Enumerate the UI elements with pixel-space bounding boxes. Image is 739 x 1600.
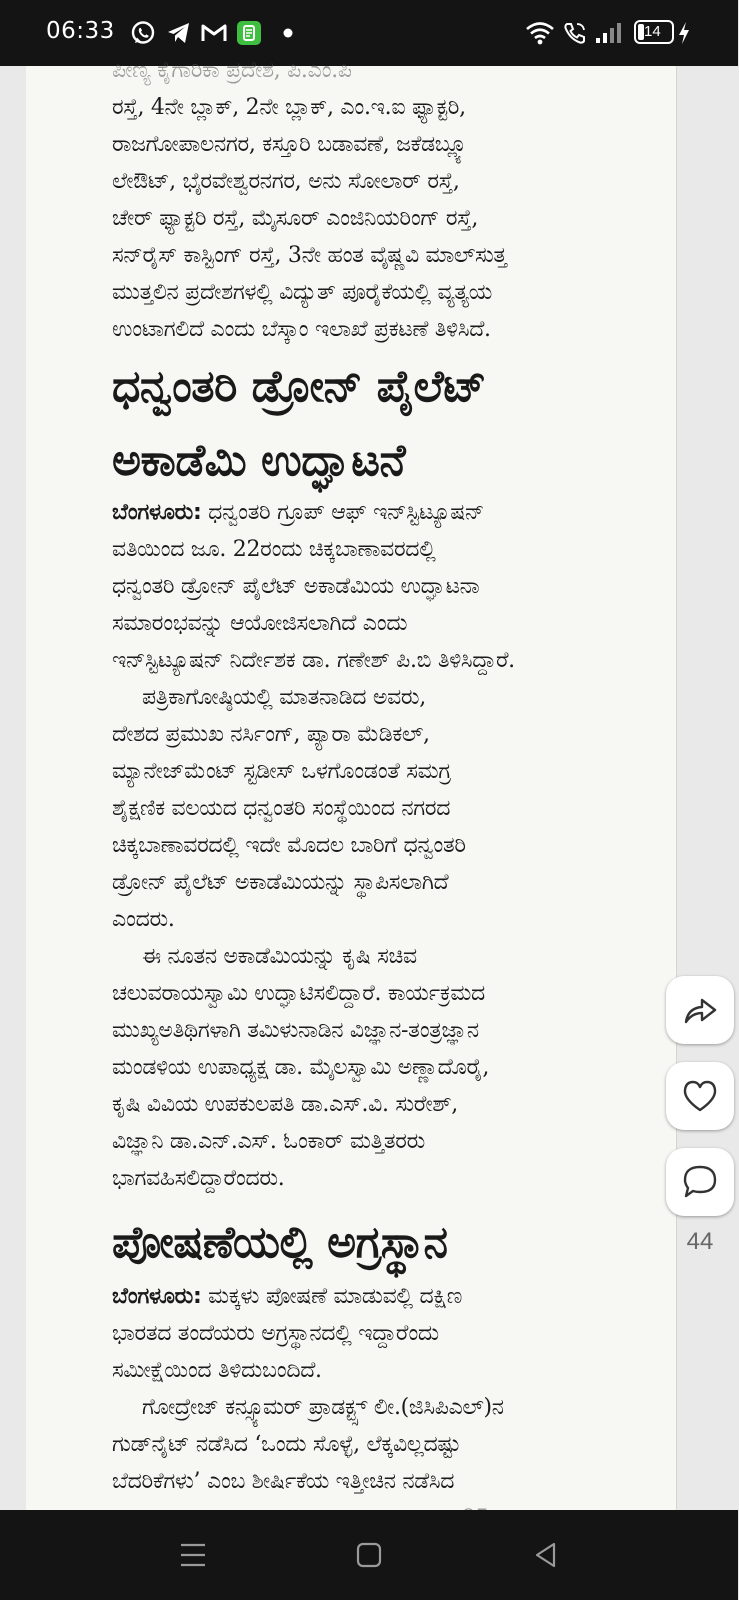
gmail-icon <box>200 20 228 46</box>
text-line: ಬೆದರಿಕೆಗಳು’ ಎಂಬ ಶೀರ್ಷಿಕೆಯ ಇತ್ತೀಚಿನ ನಡೆಸಿದ <box>112 1469 455 1494</box>
text-line: ಚಿಕ್ಕಬಾಣಾವರದಲ್ಲಿ ಇದೇ ಮೊದಲ ಬಾರಿಗೆ ಧನ್ವಂತರಿ <box>112 833 466 858</box>
menu-icon <box>179 1542 207 1568</box>
text-line: ದೇಶದ ಪ್ರಮುಖ ನರ್ಸಿಂಗ್, ಪ್ಯಾರಾ ಮೆಡಿಕಲ್, <box>112 722 430 747</box>
text-line: ಮಕ್ಕಳು ಪೋಷಣೆ ಮಾಡುವಲ್ಲಿ ದಕ್ಷಿಣ <box>208 1284 463 1309</box>
app-notification-icon <box>236 20 262 46</box>
text-line: ಚಲುವರಾಯಸ್ವಾಮಿ ಉದ್ಘಾಟಿಸಲಿದ್ದಾರೆ. ಕಾರ್ಯಕ್ರಮದ <box>112 981 485 1006</box>
text-line: ಚೇರ್ ಫ್ಯಾಕ್ಟರಿ ರಸ್ತೆ, ಮೈಸೂರ್ ಎಂಜಿನಿಯರಿಂಗ್ ರಸ್ತೆ, <box>112 206 479 231</box>
comment-icon <box>680 1162 720 1202</box>
text-line: ಡ್ರೋನ್ ಪೈಲೆಟ್ ಅಕಾಡೆಮಿಯನ್ನು ಸ್ಥಾಪಿಸಲಾಗಿದೆ <box>112 870 449 895</box>
navigation-bar <box>0 1510 738 1600</box>
whatsapp-icon <box>130 20 156 46</box>
headline-line: ಧನ್ವಂತರಿ ಡ್ರೋನ್ ಪೈಲೆಟ್ <box>112 361 486 412</box>
signal-icon <box>594 20 624 46</box>
text-line: ಪೀಣ್ಯ ಕೈಗಾರಿಕಾ ಪ್ರದೇಶ, ಪಿ.ಎಂ.ಪಿ <box>112 58 352 83</box>
text-line: ರಾಜಗೋಪಾಲನಗರ, ಕಸ್ತೂರಿ ಬಡಾವಣೆ, ಜಕೆಡಬ್ಲ್ಯೂ <box>112 132 470 157</box>
text-line: ಭಾರತದ ತಂದೆಯರು ಅಗ್ರಸ್ಥಾನದಲ್ಲಿ ಇದ್ದಾರೆಂದು <box>112 1321 439 1346</box>
adjacent-page-edge <box>676 66 739 1510</box>
home-icon <box>355 1541 383 1569</box>
story-2 <box>112 1278 642 1537</box>
text-line: ರಸ್ತೆ, 4ನೇ ಬ್ಲಾಕ್, 2ನೇ ಬ್ಲಾಕ್, ಎಂ.ಇ.ಐ ಫ್ಯಾಕ್ಟರಿ, <box>112 95 466 120</box>
text-line: ಧನ್ವಂತರಿ ಡ್ರೋನ್ ಪೈಲೆಟ್ ಅಕಾಡೆಮಿಯ ಉದ್ಘಾಟನಾ <box>112 574 480 599</box>
text-line: ಮ್ಯಾನೇಜ್‌ಮೆಂಟ್ ಸ್ಟಡೀಸ್ ಒಳಗೊಂಡಂತೆ ಸಮಗ್ರ <box>112 759 451 784</box>
text-line: ಉಂಟಾಗಲಿದೆ ಎಂದು ಬೆಸ್ಕಾಂ ಇಲಾಖೆ ಪ್ರಕಟಣೆ ತಿಳಿಸಿದೆ. <box>112 317 491 342</box>
recent-apps-button[interactable] <box>173 1538 213 1572</box>
text-line: ಗೋದ್ರೇಜ್ ಕನ್ಸ್ಯೂಮರ್ ಪ್ರಾಡಕ್ಟ್ಸ್ ಲೀ.(ಜಿಸಿಪಿಎಲ್)ನ <box>142 1395 504 1420</box>
volte-call-icon <box>562 20 588 46</box>
text-line: ಎಂದರು. <box>112 907 175 932</box>
text-line: ಈ ನೂತನ ಅಕಾಡೆಮಿಯನ್ನು ಕೃಷಿ ಸಚಿವ <box>142 944 417 969</box>
text-line: ಲೇಔಟ್, ಭೈರವೇಶ್ವರನಗರ, ಅನು ಸೋಲಾರ್ ರಸ್ತೆ, <box>112 169 460 194</box>
headline-line: ಪೋಷಣೆಯಲ್ಲಿ ಅಗ್ರಸ್ಥಾನ <box>112 1217 448 1268</box>
text-line: ಮಂಡಳಿಯ ಉಪಾಧ್ಯಕ್ಷ ಡಾ. ಮೈಲಸ್ವಾಮಿ ಅಣ್ಣಾದೊರೈ, <box>112 1055 490 1080</box>
charging-icon <box>676 20 692 46</box>
text-line: ಗುಡ್‌ನೈಟ್ ನಡೆಸಿದ ‘ಒಂದು ಸೊಳ್ಳೆ, ಲೆಕ್ಕವಿಲ್ಲದಷ್ಟು <box>112 1432 461 1457</box>
text-line: ವಿಜ್ಞಾನಿ ಡಾ.ಎನ್.ಎಸ್. ಓಂಕಾರ್ ಮತ್ತಿತರರು <box>112 1129 425 1154</box>
text-line: ಕೃಷಿ ವಿವಿಯ ಉಪಕುಲಪತಿ ಡಾ.ಎಸ್.ವಿ. ಸುರೇಶ್, <box>112 1092 458 1117</box>
comment-button[interactable] <box>666 1148 734 1216</box>
text-line: ಮುಖ್ಯಅತಿಥಿಗಳಾಗಿ ತಮಿಳುನಾಡಿನ ವಿಜ್ಞಾನ-ತಂತ್ರಜ್ಞಾನ <box>112 1018 479 1043</box>
dateline: ಬೆಂಗಳೂರು: <box>112 1284 202 1309</box>
text-line: ಭಾಗವಹಿಸಲಿದ್ದಾರೆಂದರು. <box>112 1166 285 1191</box>
headline-line: ಅಕಾಡೆಮಿ ಉದ್ಘಾಟನೆ <box>112 435 406 486</box>
text-line: ಶೈಕ್ಷಣಿಕ ವಲಯದ ಧನ್ವಂತರಿ ಸಂಸ್ಥೆಯಿಂದ ನಗರದ <box>112 796 451 821</box>
back-button[interactable] <box>526 1538 566 1572</box>
back-icon <box>532 1541 560 1569</box>
comment-count: 44 <box>686 1228 714 1255</box>
headline-1 <box>112 350 642 498</box>
telegram-icon <box>166 20 192 46</box>
dot-icon <box>282 20 294 46</box>
home-button[interactable] <box>349 1538 389 1572</box>
intro-paragraph <box>112 52 642 348</box>
share-icon <box>680 990 720 1030</box>
story-1 <box>112 494 642 1197</box>
newspaper-image-viewer[interactable] <box>0 58 738 1510</box>
clock: 06:33 <box>46 18 115 44</box>
text-line: ಇನ್‌ಸ್ಟಿಟ್ಯೂಷನ್ ನಿರ್ದೇಶಕ ಡಾ. ಗಣೇಶ್ ಪಿ.ಬಿ ತಿಳಿಸಿದ್ದಾರೆ. <box>112 648 515 673</box>
text-line: ಮುತ್ತಲಿನ ಪ್ರದೇಶಗಳಲ್ಲಿ ವಿದ್ಯುತ್ ಪೂರೈಕೆಯಲ್ಲಿ ವ್ಯತ್ಯಯ <box>112 280 493 305</box>
text-line: ಸನ್‌ರೈಸ್ ಕಾಸ್ಟಿಂಗ್ ರಸ್ತೆ, 3ನೇ ಹಂತ ವೈಷ್ಣವಿ ಮಾಲ್‌ಸುತ್ತ <box>112 243 507 268</box>
text-line: ವತಿಯಿಂದ ಜೂ. 22ರಂದು ಚಿಕ್ಕಬಾಣಾವರದಲ್ಲಿ <box>112 537 436 562</box>
text-line: ಪತ್ರಿಕಾಗೋಷ್ಠಿಯಲ್ಲಿ ಮಾತನಾಡಿದ ಅವರು, <box>142 685 426 710</box>
like-button[interactable] <box>666 1062 734 1130</box>
battery-icon <box>634 20 674 44</box>
headline-2 <box>112 1206 642 1280</box>
heart-icon <box>680 1076 720 1116</box>
battery-level: 14 <box>644 23 661 40</box>
dateline: ಬೆಂಗಳೂರು: <box>112 500 202 525</box>
wifi-icon <box>525 20 555 46</box>
text-line: ಸಮೀಕ್ಷೆಯಿಂದ ತಿಳಿದುಬಂದಿದೆ. <box>112 1358 322 1383</box>
text-line: ಸಮಾರಂಭವನ್ನು ಆಯೋಜಿಸಲಾಗಿದೆ ಎಂದು <box>112 611 408 636</box>
newspaper-page <box>26 58 676 1510</box>
share-button[interactable] <box>666 976 734 1044</box>
text-line: ಧನ್ವಂತರಿ ಗ್ರೂಪ್ ಆಫ್ ಇನ್‌ಸ್ಟಿಟ್ಯೂಷನ್ <box>208 500 485 525</box>
